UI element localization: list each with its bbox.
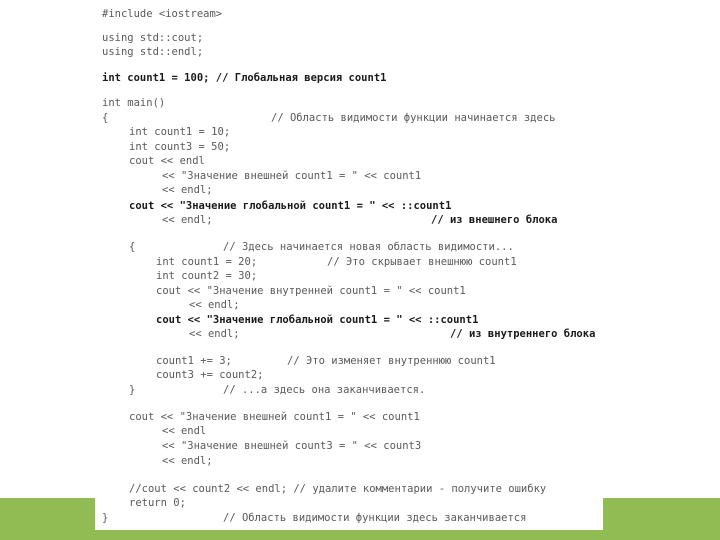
code-line: << endl: [162, 425, 207, 437]
code-line: cout << "Значение внешней count1 = " << count1: [129, 411, 420, 423]
code-line: << endl;: [189, 299, 240, 311]
code-line: return 0;: [129, 497, 186, 509]
code-line: //cout << count2 << endl; // удалите комментарии - получите ошибку: [129, 483, 547, 495]
code-line: // из внешнего блока: [431, 214, 558, 226]
code-line: cout << endl: [129, 155, 205, 167]
code-line: // Это изменяет внутреннюю count1: [287, 355, 496, 367]
code-line: // Область видимости функции здесь заканчивается: [223, 512, 527, 524]
code-line: }: [102, 512, 109, 524]
code-line: using std::endl;: [102, 46, 204, 58]
code-line: << endl;: [162, 214, 213, 226]
code-line: << "Значение внешней count3 = " << count3: [162, 440, 422, 452]
code-line: #include <iostream>: [102, 8, 223, 20]
code-line: int count3 = 50;: [129, 141, 231, 153]
code-line: << "Значение внешней count1 = " << count1: [162, 170, 422, 182]
code-line: << endl;: [162, 184, 213, 196]
code-line: }: [129, 384, 136, 396]
code-line: {: [129, 241, 136, 253]
code-line: count3 += count2;: [156, 369, 264, 381]
code-line: {: [102, 112, 109, 124]
code-line: int main(): [102, 97, 166, 109]
code-line: count1 += 3;: [156, 355, 232, 367]
code-line: << endl;: [189, 328, 240, 340]
code-line: int count1 = 20;: [156, 256, 258, 268]
code-line: // Это скрывает внешнюю count1: [327, 256, 517, 268]
code-line: cout << "Значение глобальной count1 = " << ::count1: [129, 200, 452, 212]
code-line: int count2 = 30;: [156, 270, 258, 282]
code-listing: [95, 0, 603, 530]
code-line: int count1 = 10;: [129, 126, 231, 138]
code-line: << endl;: [162, 455, 213, 467]
code-line: // Область видимости функции начинается здесь: [271, 112, 556, 124]
code-line: // из внутреннего блока: [450, 328, 596, 340]
code-line: int count1 = 100; // Глобальная версия count1: [102, 72, 387, 84]
code-line: // Здесь начинается новая область видимости...: [223, 241, 514, 253]
code-line: // ...а здесь она заканчивается.: [223, 384, 426, 396]
code-line: cout << "Значение глобальной count1 = " << ::count1: [156, 314, 479, 326]
code-line: cout << "Значение внутренней count1 = " << count1: [156, 285, 466, 297]
code-line: using std::cout;: [102, 32, 204, 44]
